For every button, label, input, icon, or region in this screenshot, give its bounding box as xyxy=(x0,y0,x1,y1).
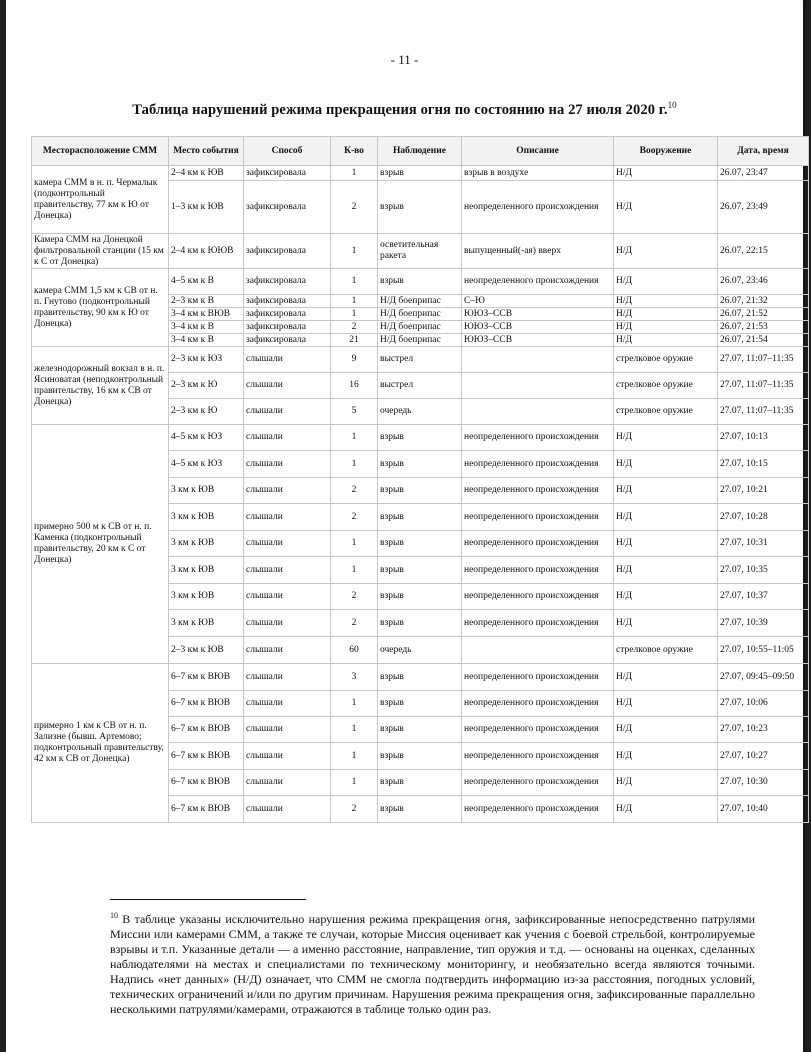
event-place-cell: 4–5 км к ЮЗ xyxy=(169,425,244,451)
count-cell: 9 xyxy=(331,347,378,373)
header-datetime: Дата, время xyxy=(718,137,809,166)
observation-cell: взрыв xyxy=(378,557,462,584)
observation-cell: взрыв xyxy=(378,691,462,717)
observation-cell: Н/Д боеприпас xyxy=(378,308,462,321)
location-cell: примерно 1 км к СВ от н. п. Зализне (бывш. Артемово; подконтрольный правительству, 42 км к СВ от Донецка) xyxy=(32,664,169,823)
weapon-cell: Н/Д xyxy=(614,166,718,181)
document-page xyxy=(6,0,803,1052)
title-footnote-ref: 10 xyxy=(667,100,677,110)
description-cell: неопределенного происхождения xyxy=(462,770,614,796)
observation-cell: взрыв xyxy=(378,181,462,234)
method-cell: слышали xyxy=(244,399,331,425)
description-cell: ЮЮЗ–ССВ xyxy=(462,321,614,334)
datetime-cell: 27.07, 11:07–11:35 xyxy=(718,399,809,425)
description-cell: неопределенного происхождения xyxy=(462,451,614,478)
table-title-text: Таблица нарушений режима прекращения огня по состоянию на 27 июля 2020 г. xyxy=(132,101,668,118)
datetime-cell: 27.07, 10:23 xyxy=(718,717,809,743)
description-cell: неопределенного происхождения xyxy=(462,796,614,823)
weapon-cell: Н/Д xyxy=(614,451,718,478)
datetime-cell: 27.07, 11:07–11:35 xyxy=(718,347,809,373)
datetime-cell: 26.07, 23:47 xyxy=(718,166,809,181)
table-title xyxy=(6,100,803,119)
method-cell: зафиксировала xyxy=(244,321,331,334)
event-place-cell: 3 км к ЮВ xyxy=(169,584,244,610)
datetime-cell: 26.07, 21:52 xyxy=(718,308,809,321)
count-cell: 2 xyxy=(331,478,378,504)
description-cell: неопределенного происхождения xyxy=(462,584,614,610)
event-place-cell: 3 км к ЮВ xyxy=(169,504,244,531)
observation-cell: взрыв xyxy=(378,770,462,796)
observation-cell: выстрел xyxy=(378,373,462,399)
weapon-cell: стрелковое оружие xyxy=(614,347,718,373)
datetime-cell: 26.07, 23:46 xyxy=(718,269,809,295)
description-cell: неопределенного происхождения xyxy=(462,269,614,295)
observation-cell: выстрел xyxy=(378,347,462,373)
count-cell: 1 xyxy=(331,425,378,451)
event-place-cell: 2–4 км к ЮВ xyxy=(169,166,244,181)
count-cell: 3 xyxy=(331,664,378,691)
description-cell: неопределенного происхождения xyxy=(462,425,614,451)
datetime-cell: 27.07, 10:15 xyxy=(718,451,809,478)
description-cell: взрыв в воздухе xyxy=(462,166,614,181)
description-cell: выпущенный(-ая) вверх xyxy=(462,234,614,269)
event-place-cell: 6–7 км к ВЮВ xyxy=(169,717,244,743)
weapon-cell: Н/Д xyxy=(614,478,718,504)
datetime-cell: 27.07, 10:35 xyxy=(718,557,809,584)
method-cell: слышали xyxy=(244,664,331,691)
observation-cell: взрыв xyxy=(378,478,462,504)
page-number: - 11 - xyxy=(390,52,419,67)
location-cell: железнодорожный вокзал в н. п. Ясиноватая (неподконтрольный правительству, 16 км к СВ от Донецка) xyxy=(32,347,169,425)
datetime-cell: 27.07, 10:31 xyxy=(718,531,809,557)
weapon-cell: Н/Д xyxy=(614,664,718,691)
table-row xyxy=(32,664,809,691)
description-cell: неопределенного происхождения xyxy=(462,181,614,234)
count-cell: 2 xyxy=(331,181,378,234)
datetime-cell: 27.07, 10:13 xyxy=(718,425,809,451)
count-cell: 1 xyxy=(331,166,378,181)
count-cell: 2 xyxy=(331,796,378,823)
table-header-row xyxy=(32,137,809,166)
description-cell xyxy=(462,637,614,664)
description-cell: неопределенного происхождения xyxy=(462,557,614,584)
method-cell: слышали xyxy=(244,691,331,717)
weapon-cell: Н/Д xyxy=(614,234,718,269)
description-cell: неопределенного происхождения xyxy=(462,743,614,770)
count-cell: 2 xyxy=(331,584,378,610)
event-place-cell: 6–7 км к ВЮВ xyxy=(169,691,244,717)
observation-cell: взрыв xyxy=(378,504,462,531)
method-cell: зафиксировала xyxy=(244,234,331,269)
table-row xyxy=(32,269,809,295)
weapon-cell: стрелковое оружие xyxy=(614,399,718,425)
description-cell: неопределенного происхождения xyxy=(462,717,614,743)
description-cell: С–Ю xyxy=(462,295,614,308)
weapon-cell: Н/Д xyxy=(614,295,718,308)
location-cell: примерно 500 м к СВ от н. п. Каменка (подконтрольный правительству, 20 км к С от Донецка) xyxy=(32,425,169,664)
weapon-cell: Н/Д xyxy=(614,743,718,770)
count-cell: 16 xyxy=(331,373,378,399)
description-cell: неопределенного происхождения xyxy=(462,504,614,531)
event-place-cell: 6–7 км к ВЮВ xyxy=(169,796,244,823)
datetime-cell: 27.07, 10:37 xyxy=(718,584,809,610)
observation-cell: очередь xyxy=(378,637,462,664)
observation-cell: взрыв xyxy=(378,584,462,610)
header-count: К-во xyxy=(331,137,378,166)
footnote xyxy=(110,908,755,1017)
ceasefire-violations-table xyxy=(31,136,809,823)
observation-cell: Н/Д боеприпас xyxy=(378,321,462,334)
count-cell: 5 xyxy=(331,399,378,425)
weapon-cell: Н/Д xyxy=(614,334,718,347)
count-cell: 1 xyxy=(331,743,378,770)
method-cell: зафиксировала xyxy=(244,308,331,321)
header-location: Месторасположение СММ xyxy=(32,137,169,166)
method-cell: слышали xyxy=(244,584,331,610)
weapon-cell: стрелковое оружие xyxy=(614,637,718,664)
method-cell: слышали xyxy=(244,637,331,664)
datetime-cell: 27.07, 10:21 xyxy=(718,478,809,504)
method-cell: слышали xyxy=(244,770,331,796)
event-place-cell: 4–5 км к В xyxy=(169,269,244,295)
observation-cell: Н/Д боеприпас xyxy=(378,334,462,347)
event-place-cell: 1–3 км к ЮВ xyxy=(169,181,244,234)
datetime-cell: 26.07, 21:53 xyxy=(718,321,809,334)
method-cell: слышали xyxy=(244,796,331,823)
count-cell: 1 xyxy=(331,691,378,717)
datetime-cell: 27.07, 10:28 xyxy=(718,504,809,531)
observation-cell: взрыв xyxy=(378,664,462,691)
count-cell: 2 xyxy=(331,321,378,334)
datetime-cell: 27.07, 10:39 xyxy=(718,610,809,637)
weapon-cell: Н/Д xyxy=(614,321,718,334)
count-cell: 1 xyxy=(331,269,378,295)
description-cell: неопределенного происхождения xyxy=(462,478,614,504)
weapon-cell: стрелковое оружие xyxy=(614,373,718,399)
count-cell: 1 xyxy=(331,234,378,269)
description-cell xyxy=(462,347,614,373)
footnote-separator xyxy=(110,899,306,900)
event-place-cell: 3 км к ЮВ xyxy=(169,478,244,504)
event-place-cell: 2–3 км к Ю xyxy=(169,373,244,399)
description-cell: ЮЮЗ–ССВ xyxy=(462,334,614,347)
weapon-cell: Н/Д xyxy=(614,717,718,743)
method-cell: слышали xyxy=(244,347,331,373)
method-cell: зафиксировала xyxy=(244,334,331,347)
weapon-cell: Н/Д xyxy=(614,181,718,234)
datetime-cell: 27.07, 10:30 xyxy=(718,770,809,796)
weapon-cell: Н/Д xyxy=(614,584,718,610)
location-cell: Камера СММ на Донецкой фильтровальной станции (15 км к С от Донецка) xyxy=(32,234,169,269)
weapon-cell: Н/Д xyxy=(614,308,718,321)
datetime-cell: 27.07, 10:55–11:05 xyxy=(718,637,809,664)
count-cell: 1 xyxy=(331,531,378,557)
method-cell: слышали xyxy=(244,610,331,637)
header-description: Описание xyxy=(462,137,614,166)
table-row xyxy=(32,425,809,451)
observation-cell: осветительная ракета xyxy=(378,234,462,269)
method-cell: слышали xyxy=(244,451,331,478)
observation-cell: взрыв xyxy=(378,796,462,823)
table-row xyxy=(32,166,809,181)
method-cell: зафиксировала xyxy=(244,269,331,295)
method-cell: слышали xyxy=(244,425,331,451)
event-place-cell: 2–3 км к Ю xyxy=(169,399,244,425)
weapon-cell: Н/Д xyxy=(614,425,718,451)
header-observation: Наблюдение xyxy=(378,137,462,166)
event-place-cell: 3 км к ЮВ xyxy=(169,557,244,584)
count-cell: 1 xyxy=(331,717,378,743)
count-cell: 21 xyxy=(331,334,378,347)
observation-cell: взрыв xyxy=(378,743,462,770)
observation-cell: взрыв xyxy=(378,166,462,181)
count-cell: 1 xyxy=(331,770,378,796)
description-cell xyxy=(462,399,614,425)
method-cell: зафиксировала xyxy=(244,295,331,308)
datetime-cell: 27.07, 10:06 xyxy=(718,691,809,717)
description-cell xyxy=(462,373,614,399)
method-cell: зафиксировала xyxy=(244,181,331,234)
count-cell: 2 xyxy=(331,504,378,531)
method-cell: слышали xyxy=(244,373,331,399)
count-cell: 60 xyxy=(331,637,378,664)
weapon-cell: Н/Д xyxy=(614,269,718,295)
weapon-cell: Н/Д xyxy=(614,796,718,823)
description-cell: ЮЮЗ–ССВ xyxy=(462,308,614,321)
count-cell: 1 xyxy=(331,451,378,478)
table-row xyxy=(32,234,809,269)
observation-cell: взрыв xyxy=(378,610,462,637)
observation-cell: взрыв xyxy=(378,269,462,295)
event-place-cell: 3–4 км к В xyxy=(169,334,244,347)
event-place-cell: 2–4 км к ЮЮВ xyxy=(169,234,244,269)
event-place-cell: 6–7 км к ВЮВ xyxy=(169,743,244,770)
event-place-cell: 6–7 км к ВЮВ xyxy=(169,770,244,796)
datetime-cell: 26.07, 21:32 xyxy=(718,295,809,308)
header-weapon: Вооружение xyxy=(614,137,718,166)
method-cell: слышали xyxy=(244,531,331,557)
observation-cell: взрыв xyxy=(378,451,462,478)
header-event-place: Место события xyxy=(169,137,244,166)
datetime-cell: 26.07, 23:49 xyxy=(718,181,809,234)
datetime-cell: 27.07, 09:45–09:50 xyxy=(718,664,809,691)
event-place-cell: 2–3 км к ЮВ xyxy=(169,637,244,664)
header-method: Способ xyxy=(244,137,331,166)
footnote-ref: 10 xyxy=(110,911,118,920)
count-cell: 1 xyxy=(331,295,378,308)
count-cell: 1 xyxy=(331,557,378,584)
observation-cell: взрыв xyxy=(378,531,462,557)
description-cell: неопределенного происхождения xyxy=(462,531,614,557)
table-row xyxy=(32,347,809,373)
datetime-cell: 26.07, 22:15 xyxy=(718,234,809,269)
count-cell: 2 xyxy=(331,610,378,637)
event-place-cell: 2–3 км к В xyxy=(169,295,244,308)
event-place-cell: 4–5 км к ЮЗ xyxy=(169,451,244,478)
method-cell: зафиксировала xyxy=(244,166,331,181)
datetime-cell: 27.07, 11:07–11:35 xyxy=(718,373,809,399)
weapon-cell: Н/Д xyxy=(614,504,718,531)
event-place-cell: 3–4 км к ВЮВ xyxy=(169,308,244,321)
weapon-cell: Н/Д xyxy=(614,770,718,796)
weapon-cell: Н/Д xyxy=(614,610,718,637)
observation-cell: взрыв xyxy=(378,425,462,451)
datetime-cell: 27.07, 10:40 xyxy=(718,796,809,823)
observation-cell: очередь xyxy=(378,399,462,425)
datetime-cell: 26.07, 21:54 xyxy=(718,334,809,347)
weapon-cell: Н/Д xyxy=(614,691,718,717)
event-place-cell: 3 км к ЮВ xyxy=(169,610,244,637)
event-place-cell: 2–3 км к ЮЗ xyxy=(169,347,244,373)
method-cell: слышали xyxy=(244,717,331,743)
weapon-cell: Н/Д xyxy=(614,531,718,557)
count-cell: 1 xyxy=(331,308,378,321)
footnote-text: В таблице указаны исключительно нарушения режима прекращения огня, зафиксированные непосредственно патрулями Миссии или камерами СММ, а также те случаи, которые Миссия оценивает как учения с боевой стрельбой, контролируемые взрывы и т.п. Указанные детали — а именно расстояние, направление, тип оружия и т.д. — основаны на оценках, сделанных наблюдателями на местах и специалистами по техническому мониторингу, и необязательно всегда являются точными. Надпись «нет данных» (Н/Д) означает, что СММ не смогла подтвердить информацию из-за расстояния, погодных условий, технических ограничений и/или по другим причинам. Нарушения режима прекращения огня, зафиксированные параллельно несколькими патрулями/камерами, отражаются в таблице только один раз. xyxy=(110,912,756,1016)
method-cell: слышали xyxy=(244,504,331,531)
description-cell: неопределенного происхождения xyxy=(462,664,614,691)
location-cell: камера СММ в н. п. Чермалык (подконтрольный правительству, 77 км к Ю от Донецка) xyxy=(32,166,169,234)
description-cell: неопределенного происхождения xyxy=(462,610,614,637)
table-body xyxy=(32,166,809,823)
observation-cell: взрыв xyxy=(378,717,462,743)
description-cell: неопределенного происхождения xyxy=(462,691,614,717)
event-place-cell: 6–7 км к ВЮВ xyxy=(169,664,244,691)
observation-cell: Н/Д боеприпас xyxy=(378,295,462,308)
location-cell: камера СММ 1,5 км к СВ от н. п. Гнутово (подконтрольный правительству, 90 км к Ю от Донецка) xyxy=(32,269,169,347)
event-place-cell: 3–4 км к В xyxy=(169,321,244,334)
method-cell: слышали xyxy=(244,478,331,504)
datetime-cell: 27.07, 10:27 xyxy=(718,743,809,770)
method-cell: слышали xyxy=(244,743,331,770)
weapon-cell: Н/Д xyxy=(614,557,718,584)
method-cell: слышали xyxy=(244,557,331,584)
event-place-cell: 3 км к ЮВ xyxy=(169,531,244,557)
